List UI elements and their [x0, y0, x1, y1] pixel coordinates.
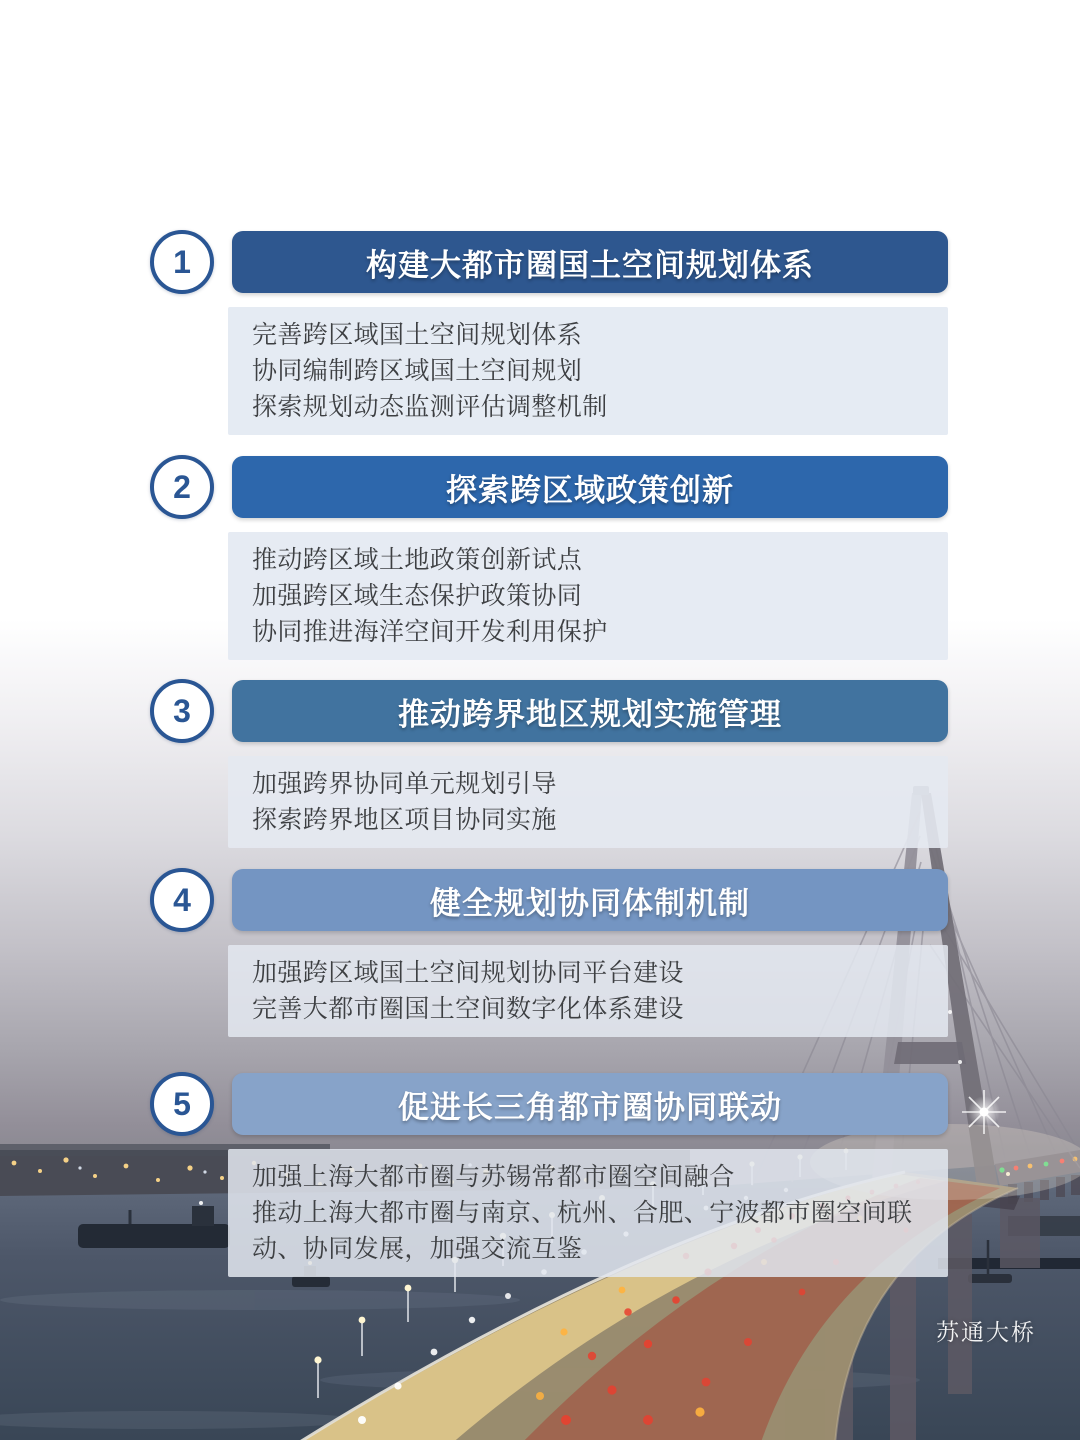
section-2-item: 协同推进海洋空间开发利用保护: [252, 618, 608, 646]
section-5-title: 促进长三角都市圈协同联动: [232, 1073, 948, 1135]
section-2-number-badge: 2: [150, 455, 214, 519]
section-5-item: 推动上海大都市圈与南京、杭州、合肥、宁波都市圈空间联动、协同发展，加强交流互鉴: [252, 1199, 913, 1263]
section-3-item: 加强跨界协同单元规划引导: [252, 770, 557, 798]
section-3: [150, 679, 948, 848]
section-5: [150, 1072, 948, 1277]
photo-caption-watermark: 苏通大桥: [936, 1320, 1036, 1345]
section-2-item: 推动跨区域土地政策创新试点: [252, 546, 583, 574]
section-3-number-badge: 3: [150, 679, 214, 743]
section-1: [150, 230, 948, 435]
section-4-item: 完善大都市圈国土空间数字化体系建设: [252, 995, 684, 1023]
section-4-item: 加强跨区域国土空间规划协同平台建设: [252, 959, 684, 987]
section-3-item: 探索跨界地区项目协同实施: [252, 806, 557, 834]
section-2-body: [228, 532, 948, 660]
section-4-body: [228, 945, 948, 1037]
section-5-item: 加强上海大都市圈与苏锡常都市圈空间融合: [252, 1163, 735, 1191]
section-1-item: 探索规划动态监测评估调整机制: [252, 393, 608, 421]
section-1-number-badge: 1: [150, 230, 214, 294]
section-2: [150, 455, 948, 660]
section-1-item: 协同编制跨区域国土空间规划: [252, 357, 583, 385]
section-4-title: 健全规划协同体制机制: [232, 869, 948, 931]
section-3-title: 推动跨界地区规划实施管理: [232, 680, 948, 742]
section-1-title: 构建大都市圈国土空间规划体系: [232, 231, 948, 293]
section-5-body: [228, 1149, 948, 1277]
section-4-number-badge: 4: [150, 868, 214, 932]
section-5-number-badge: 5: [150, 1072, 214, 1136]
section-1-item: 完善跨区域国土空间规划体系: [252, 321, 583, 349]
section-2-title: 探索跨区域政策创新: [232, 456, 948, 518]
section-2-item: 加强跨区域生态保护政策协同: [252, 582, 583, 610]
section-4: [150, 868, 948, 1037]
section-3-body: [228, 756, 948, 848]
section-1-body: [228, 307, 948, 435]
